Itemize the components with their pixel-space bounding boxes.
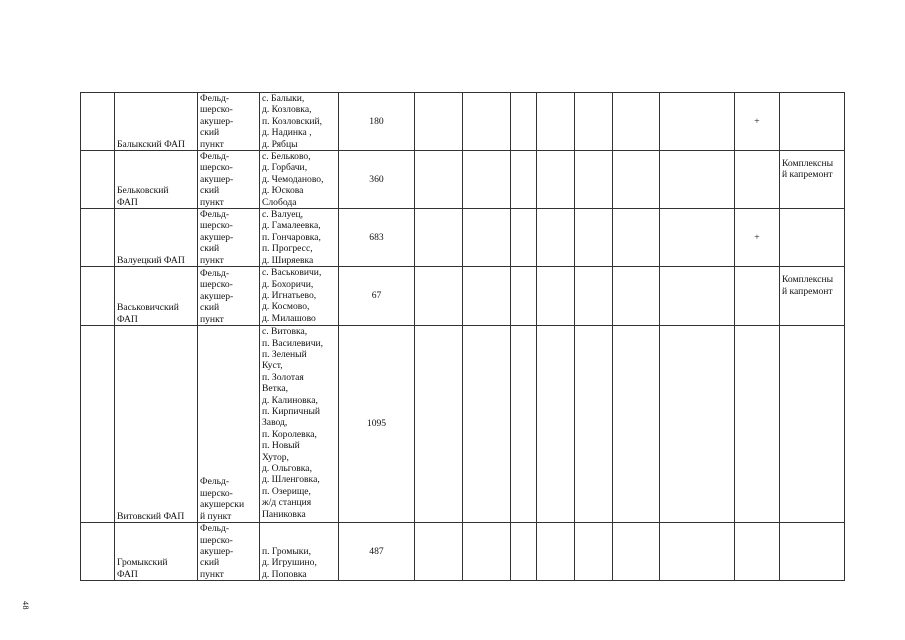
index-cell	[81, 93, 115, 151]
empty-cell	[575, 523, 613, 581]
settlements-cell: с. Валуец, д. Гамалеевка, п. Гончаровка, п. Прогресс, д. Ширяевка	[260, 209, 339, 267]
empty-cell	[537, 523, 575, 581]
empty-cell	[575, 93, 613, 151]
index-cell	[81, 523, 115, 581]
empty-cell	[660, 151, 735, 209]
empty-cell	[537, 267, 575, 326]
page-number: 48	[21, 601, 30, 610]
empty-cell	[613, 326, 660, 523]
empty-cell	[415, 267, 463, 326]
empty-cell	[463, 209, 511, 267]
empty-cell	[415, 151, 463, 209]
empty-cell	[415, 326, 463, 523]
empty-cell	[537, 151, 575, 209]
settlements-cell: с. Балыки, д. Козловка, п. Козловский, д. Надинка , д. Рябцы	[260, 93, 339, 151]
table-row	[81, 151, 845, 209]
empty-cell	[511, 523, 537, 581]
population-cell: 360	[339, 151, 415, 209]
mark-cell	[735, 326, 780, 523]
empty-cell	[463, 93, 511, 151]
facility-name-cell: Балыкский ФАП	[115, 93, 198, 151]
empty-cell	[613, 209, 660, 267]
empty-cell	[537, 209, 575, 267]
empty-cell	[575, 151, 613, 209]
empty-cell	[575, 267, 613, 326]
empty-cell	[613, 267, 660, 326]
empty-cell	[511, 326, 537, 523]
population-cell: 487	[339, 523, 415, 581]
empty-cell	[660, 209, 735, 267]
empty-cell	[463, 151, 511, 209]
empty-cell	[511, 93, 537, 151]
empty-cell	[660, 326, 735, 523]
empty-cell	[575, 326, 613, 523]
table-row	[81, 523, 845, 581]
settlements-cell: с. Витовка, п. Василевичи, п. Зеленый Куст, п. Золотая Ветка, д. Калиновка, п. Кирпичный Завод, п. Королевка, п. Новый Хутор, д. Ольговка, д. Шленговка, п. Озерище, ж/д станция Паниковка	[260, 326, 339, 523]
empty-cell	[660, 93, 735, 151]
mark-cell: +	[735, 93, 780, 151]
empty-cell	[613, 93, 660, 151]
table-row	[81, 326, 845, 523]
empty-cell	[415, 209, 463, 267]
empty-cell	[511, 209, 537, 267]
empty-cell	[575, 209, 613, 267]
mark-cell	[735, 267, 780, 326]
empty-cell	[463, 523, 511, 581]
facility-name-cell: Витовский ФАП	[115, 326, 198, 523]
empty-cell	[511, 151, 537, 209]
note-cell: Комплексны й капремонт	[780, 267, 845, 326]
facility-name-cell: Бельковский ФАП	[115, 151, 198, 209]
note-cell	[780, 523, 845, 581]
note-cell	[780, 209, 845, 267]
settlements-cell: с. Бельково, д. Горбачи, д. Чемоданово, д. Юскова Слобода	[260, 151, 339, 209]
mark-cell	[735, 151, 780, 209]
facility-name-cell: Громыкский ФАП	[115, 523, 198, 581]
facility-name-cell: Валуецкий ФАП	[115, 209, 198, 267]
empty-cell	[660, 523, 735, 581]
population-cell: 67	[339, 267, 415, 326]
empty-cell	[463, 267, 511, 326]
table-row	[81, 93, 845, 151]
index-cell	[81, 209, 115, 267]
note-cell	[780, 326, 845, 523]
facility-type-cell: Фельд- шерско- акушерски й пункт	[198, 326, 260, 523]
empty-cell	[537, 93, 575, 151]
empty-cell	[660, 267, 735, 326]
mark-cell	[735, 523, 780, 581]
facility-name-cell: Васьковичский ФАП	[115, 267, 198, 326]
index-cell	[81, 151, 115, 209]
facility-type-cell: Фельд- шерско- акушер- ский пункт	[198, 267, 260, 326]
table-row	[81, 267, 845, 326]
index-cell	[81, 326, 115, 523]
facility-type-cell: Фельд- шерско- акушер- ский пункт	[198, 93, 260, 151]
empty-cell	[415, 93, 463, 151]
empty-cell	[463, 326, 511, 523]
mark-cell: +	[735, 209, 780, 267]
empty-cell	[511, 267, 537, 326]
empty-cell	[613, 523, 660, 581]
settlements-cell: п. Громыки, д. Игрушино, д. Поповка	[260, 523, 339, 581]
facility-type-cell: Фельд- шерско- акушер- ский пункт	[198, 209, 260, 267]
note-cell: Комплексны й капремонт	[780, 151, 845, 209]
index-cell	[81, 267, 115, 326]
table-row	[81, 209, 845, 267]
empty-cell	[613, 151, 660, 209]
empty-cell	[415, 523, 463, 581]
facilities-table	[80, 92, 845, 581]
population-cell: 683	[339, 209, 415, 267]
facility-type-cell: Фельд- шерско- акушер- ский пункт	[198, 151, 260, 209]
facility-type-cell: Фельд- шерско- акушер- ский пункт	[198, 523, 260, 581]
settlements-cell: с. Васьковичи, д. Бохоричи, д. Игнатьево, д. Космово, д. Милашово	[260, 267, 339, 326]
population-cell: 180	[339, 93, 415, 151]
empty-cell	[537, 326, 575, 523]
population-cell: 1095	[339, 326, 415, 523]
note-cell	[780, 93, 845, 151]
